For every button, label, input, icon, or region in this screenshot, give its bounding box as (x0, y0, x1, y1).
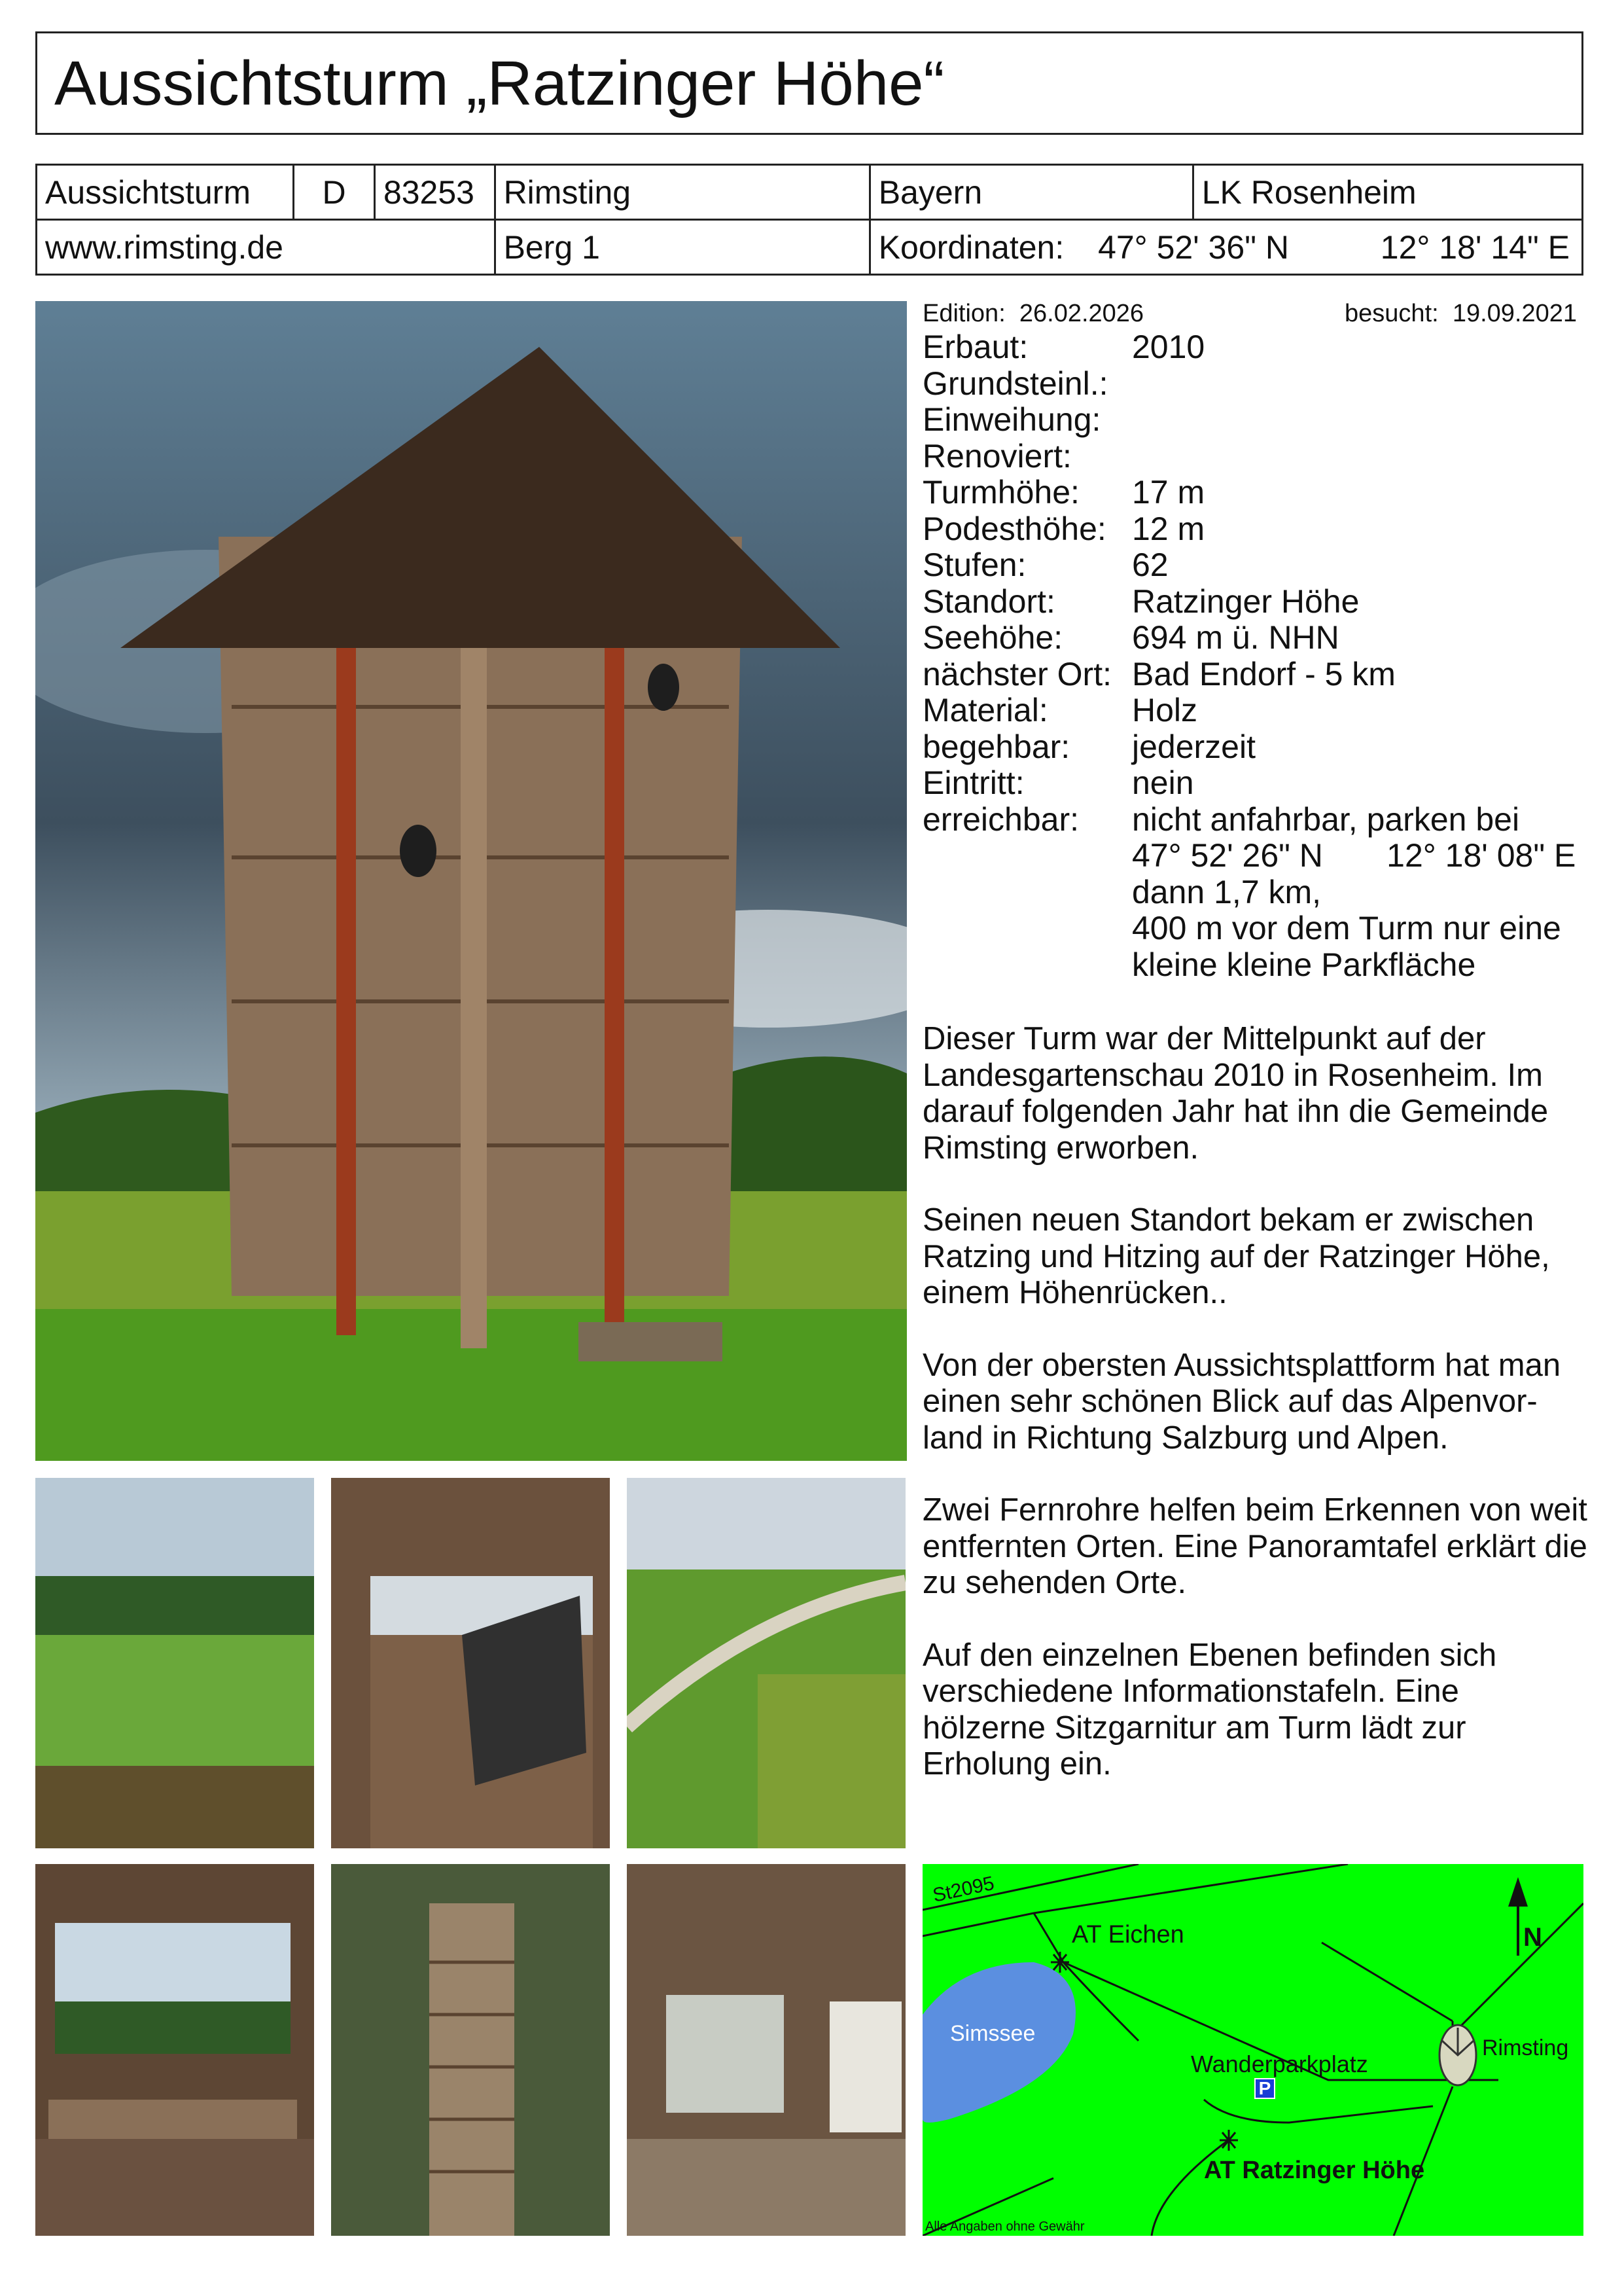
description-paragraph: Seinen neuen Standort bekam er zwischen Ratzing und Hitzing auf der Ratzinger Höhe, einem Höhenrücken.. (923, 1202, 1550, 1310)
fact-row (923, 692, 1583, 729)
description-paragraph: Von der obersten Aussichtsplattform hat man einen sehr schönen Blick auf das Alpenvor-land in Richtung Salzburg und Alpen. (923, 1347, 1561, 1456)
parking-letter: P (1258, 2078, 1271, 2098)
description-paragraph: Zwei Fernrohre helfen beim Erkennen von weit entfernten Orten. Eine Panoramtafel erklärt die zu sehenden Orte. (923, 1492, 1587, 1600)
fact-label: Renoviert: (923, 437, 1072, 475)
photo-staircase (331, 1864, 610, 2236)
info-row-1 (37, 165, 1583, 220)
visited-date: 19.09.2021 (1452, 300, 1577, 327)
fact-label: Seehöhe: (923, 619, 1063, 656)
fact-label: Standort: (923, 583, 1055, 620)
fact-row (923, 439, 1583, 475)
edition-label: Edition: (923, 300, 1006, 327)
tower-symbol-ratzinger (1220, 2130, 1238, 2151)
fact-label: Grundsteinl.: (923, 365, 1108, 402)
visited-label: besucht: (1345, 300, 1439, 327)
fact-value: Holz (1132, 692, 1198, 728)
fact-label: Eintritt: (923, 764, 1025, 801)
north-label: N (1523, 1923, 1542, 1952)
fact-row (923, 366, 1583, 403)
coords-label: Koordinaten: (878, 228, 1065, 266)
fact-row (923, 547, 1583, 584)
fact-row (923, 329, 1583, 366)
fact-row (923, 511, 1583, 548)
photo-picnic-table (35, 1864, 314, 2236)
fact-label: Einweihung: (923, 401, 1101, 438)
location-map (923, 1864, 1583, 2236)
fact-value: 62 (1132, 547, 1169, 583)
main-photo-tower (35, 301, 907, 1461)
fact-value: 12 m (1132, 510, 1205, 547)
info-district: LK Rosenheim (1193, 165, 1582, 220)
fact-row (923, 620, 1583, 656)
edition-info (923, 298, 1144, 329)
tower-label-eichen: AT Eichen (1072, 1921, 1184, 1948)
fact-row (923, 402, 1583, 439)
description-text (923, 1021, 1590, 1819)
reach-line: 400 m vor dem Turm nur eine (1132, 910, 1561, 946)
reach-line: kleine kleine Parkfläche (1132, 946, 1476, 983)
fact-label: begehbar: (923, 728, 1070, 765)
fact-label: nächster Ort: (923, 655, 1112, 692)
fact-label: erreichbar: (923, 800, 1079, 838)
map-disclaimer: Alle Angaben ohne Gewähr (925, 2219, 1085, 2234)
fact-label: Material: (923, 692, 1048, 728)
info-state: Bayern (870, 165, 1193, 220)
tower-symbol-eichen (1051, 1952, 1069, 1973)
coords-lat: 47° 52' 36" N (1098, 228, 1289, 266)
fact-value: jederzeit (1132, 728, 1256, 765)
fact-row (923, 802, 1583, 838)
info-zip: 83253 (374, 165, 495, 220)
lake-label: Simssee (950, 2021, 1036, 2046)
village-label: Rimsting (1482, 2036, 1569, 2060)
title-box (35, 31, 1583, 135)
info-country: D (294, 165, 375, 220)
edition-date: 26.02.2026 (1019, 300, 1144, 327)
info-row-2 (37, 220, 1583, 275)
edition-line (923, 298, 1583, 329)
fact-value: 17 m (1132, 474, 1205, 511)
coords-lon: 12° 18' 14" E (1380, 228, 1570, 266)
fact-value: nein (1132, 764, 1194, 801)
visited-info (1345, 298, 1583, 329)
fact-value: nicht anfahrbar, parken bei (1132, 800, 1520, 838)
fact-row (923, 656, 1583, 693)
description-paragraph: Auf den einzelnen Ebenen befinden sich verschiedene Informationstafeln. Eine hölzerne Sitzgarnitur am Turm lädt zur Erholung ein. (923, 1637, 1497, 1782)
fact-label: Turmhöhe: (923, 474, 1080, 511)
photo-info-boards (627, 1864, 906, 2236)
parking-label: Wanderparkplatz (1191, 2051, 1368, 2077)
description-paragraph: Dieser Turm war der Mittelpunkt auf der Landesgartenschau 2010 in Rosenheim. Im darauf folgenden Jahr hat ihn die Gemeinde Rimsting erworben. (923, 1021, 1549, 1166)
fact-row (923, 584, 1583, 620)
photo-meadow-view (35, 1478, 314, 1848)
page-title: Aussichtsturm „Ratzinger Höhe“ (54, 48, 945, 118)
fact-label: Erbaut: (923, 329, 1029, 365)
reach-line: dann 1,7 km, (1132, 873, 1322, 910)
fact-label: Podesthöhe: (923, 510, 1106, 547)
reach-line: 47° 52' 26" N 12° 18' 08" E (1132, 837, 1576, 874)
reach-continuation (923, 838, 1583, 983)
tower-label-ratzinger: AT Ratzinger Höhe (1204, 2157, 1425, 2184)
fact-row (923, 475, 1583, 511)
fact-row (923, 765, 1583, 802)
info-town: Rimsting (495, 165, 870, 220)
fact-value: 2010 (1132, 329, 1205, 365)
fact-list (923, 329, 1583, 838)
info-type: Aussichtsturm (37, 165, 294, 220)
photo-platform-telescope (331, 1478, 610, 1848)
info-address: Berg 1 (495, 220, 870, 275)
photo-field-path (627, 1478, 906, 1848)
fact-value: 694 m ü. NHN (1132, 619, 1339, 656)
fact-label: Stufen: (923, 547, 1027, 583)
info-coordinates (870, 220, 1582, 275)
fact-value: Bad Endorf - 5 km (1132, 655, 1396, 692)
fact-row (923, 729, 1583, 766)
info-table (35, 164, 1583, 276)
road-label: St2095 (930, 1872, 997, 1907)
fact-value: Ratzinger Höhe (1132, 583, 1360, 620)
info-website[interactable]: www.rimsting.de (37, 220, 495, 275)
facts-panel (923, 298, 1583, 983)
